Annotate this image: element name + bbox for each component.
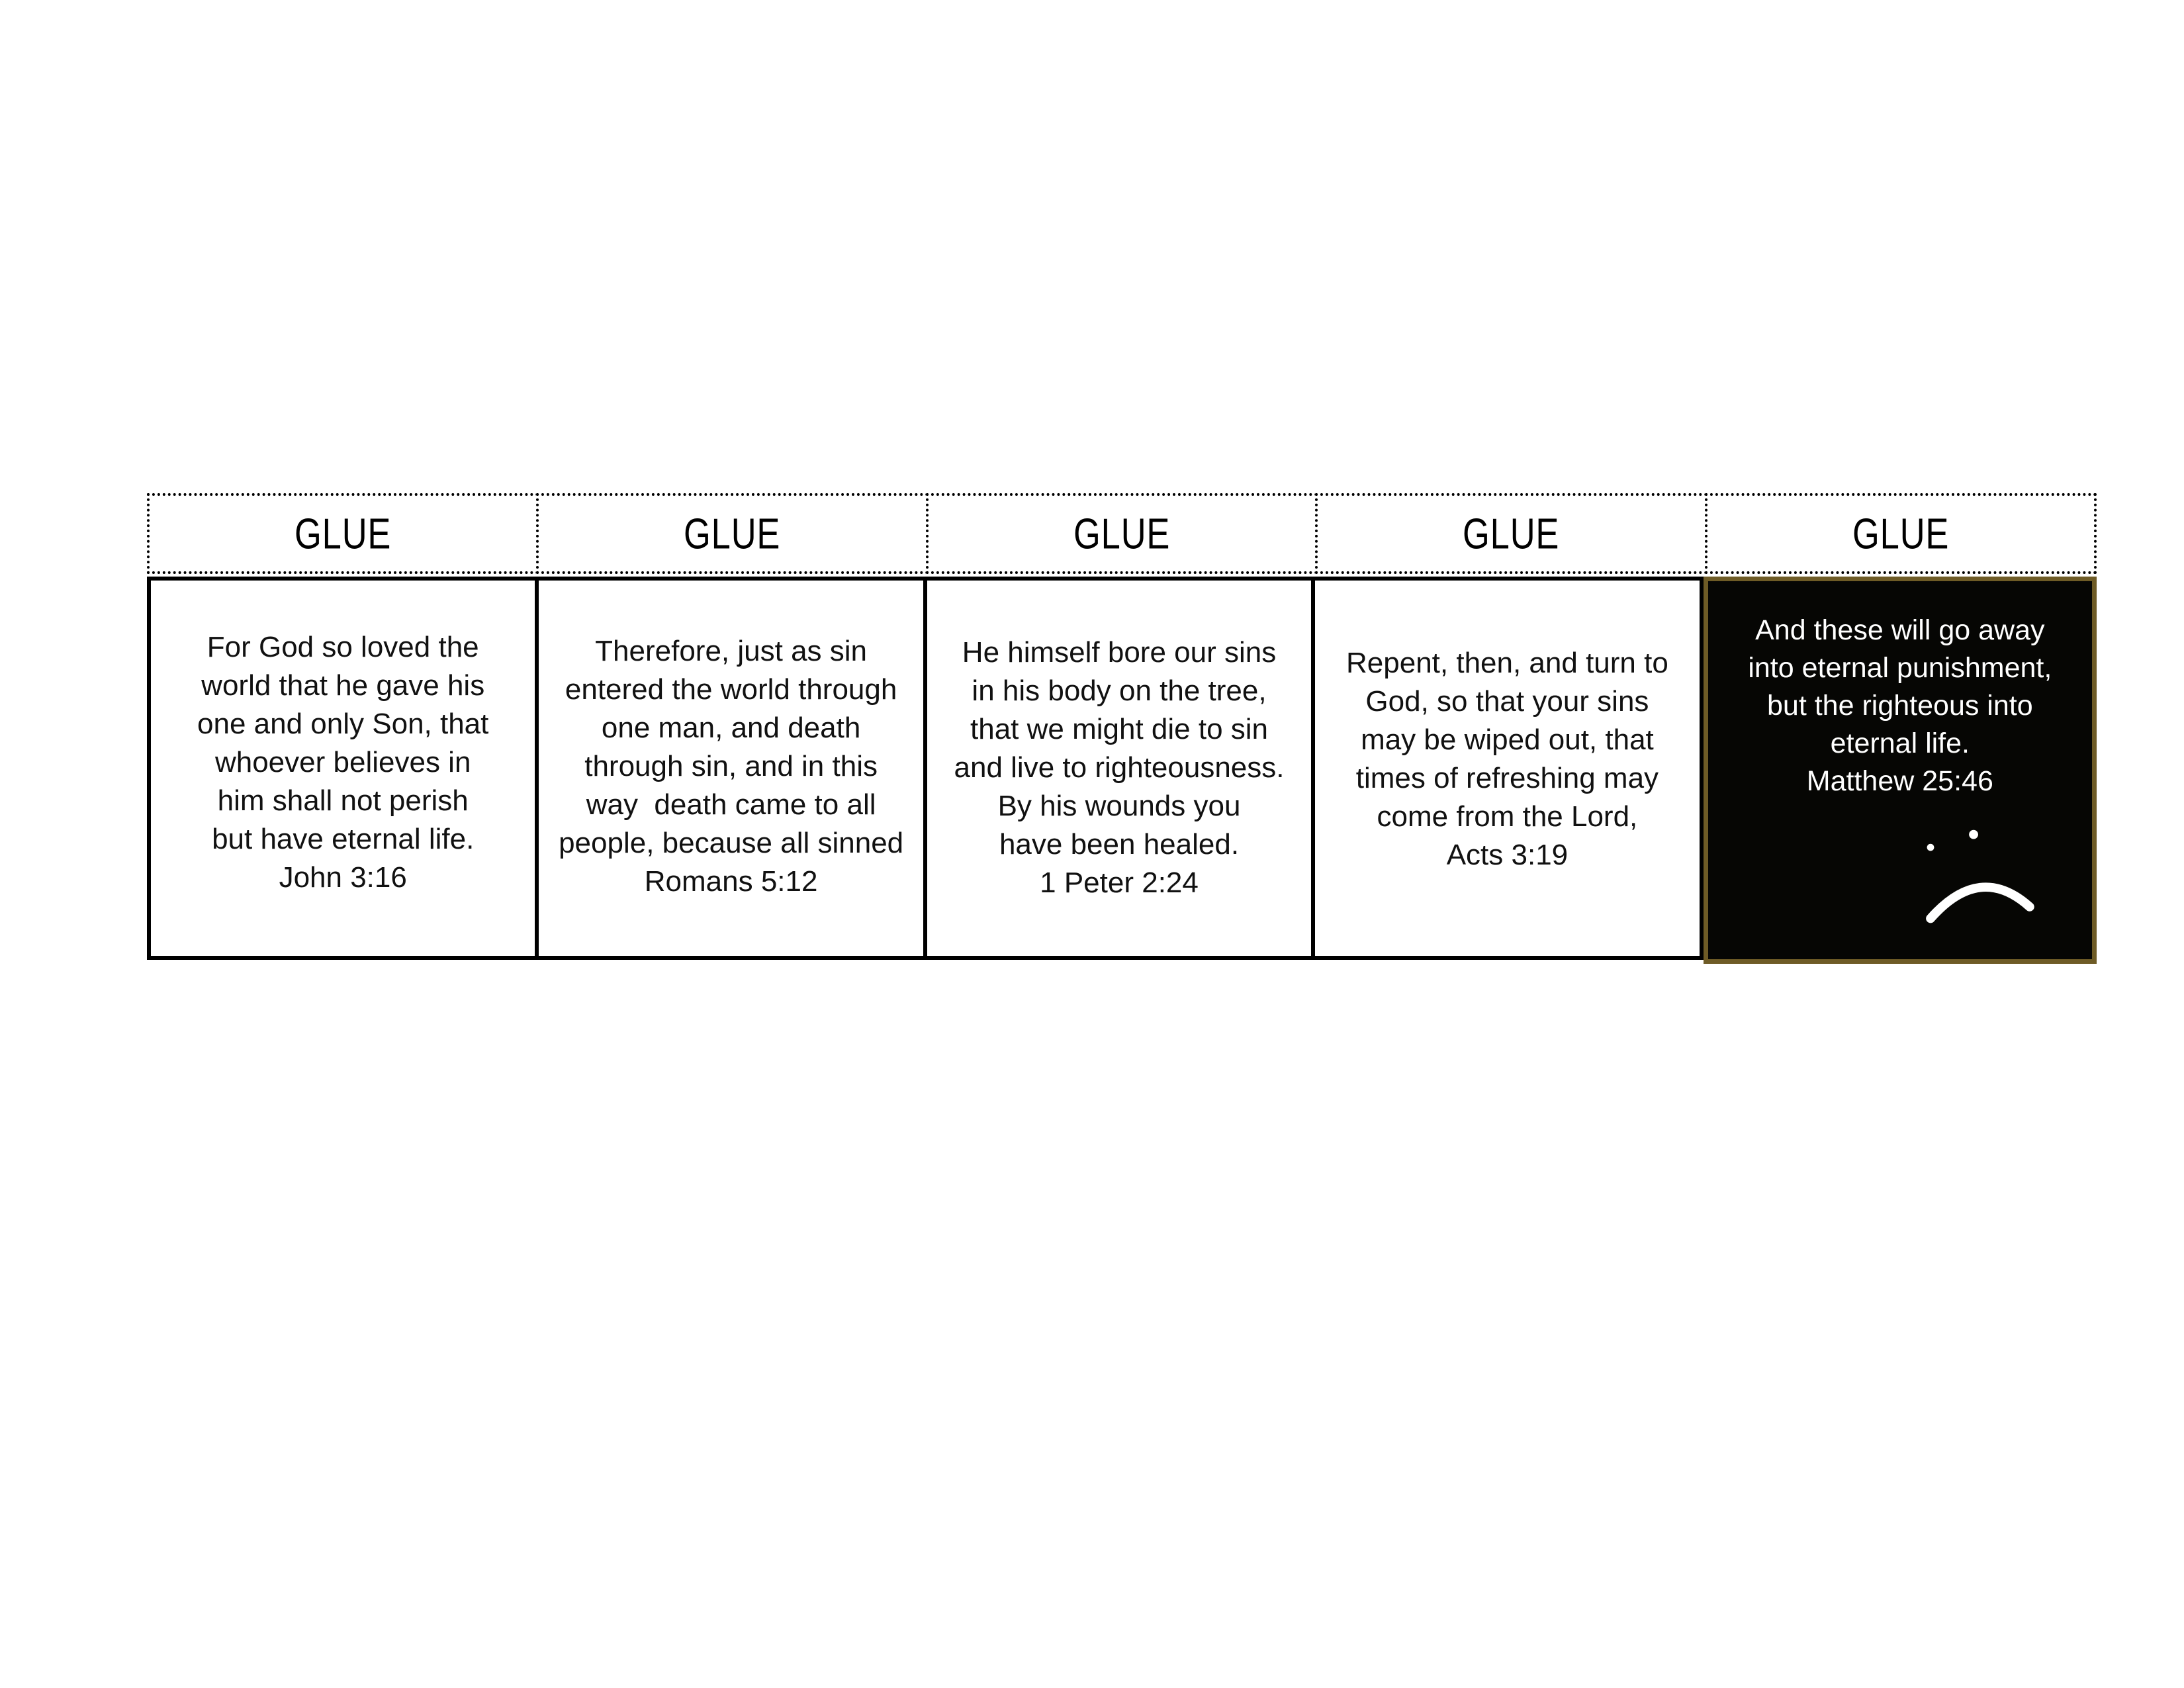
verse-card-acts-3-19 (1311, 577, 1703, 960)
verse-card-matthew-25-46 (1704, 577, 2097, 964)
verse-text: Therefore, just as sin entered the world through one man, and death through sin, and in this way death came to all people, because all sinned Romans 5:12 (559, 635, 904, 898)
verse-text: For God so loved the world that he gave his one and only Son, that whoever believes in him shall not perish but have eternal life. John 3:16 (197, 631, 489, 894)
glue-tab-row (147, 493, 2097, 574)
glue-label: GLUE (1852, 509, 1949, 558)
verse-text: And these will go away into eternal punishment, but the righteous into eternal life. Matthew 25:46 (1748, 614, 2052, 797)
verse-text: He himself bore our sins in his body on the tree, that we might die to sin and live to righteousness. By his wounds you have been healed. 1 Peter 2:24 (954, 636, 1285, 899)
verse-text: Repent, then, and turn to God, so that your sins may be wiped out, that times of refreshing may come from the Lord, Acts 3:19 (1346, 647, 1668, 871)
verse-card-john-3-16 (147, 577, 539, 960)
verse-card-romans-5-12 (535, 577, 927, 960)
glue-tab-1 (147, 493, 539, 574)
glue-label: GLUE (1463, 509, 1560, 558)
glue-label: GLUE (1073, 509, 1171, 558)
glue-tab-3 (926, 493, 1318, 574)
glue-label: GLUE (295, 509, 392, 558)
verse-card-row (147, 577, 2097, 964)
glue-tab-4 (1315, 493, 1707, 574)
glue-tab-5 (1705, 493, 2097, 574)
cut-and-glue-strip (147, 493, 2097, 964)
glue-tab-2 (536, 493, 928, 574)
glue-label: GLUE (684, 509, 781, 558)
verse-card-1-peter-2-24 (923, 577, 1315, 960)
